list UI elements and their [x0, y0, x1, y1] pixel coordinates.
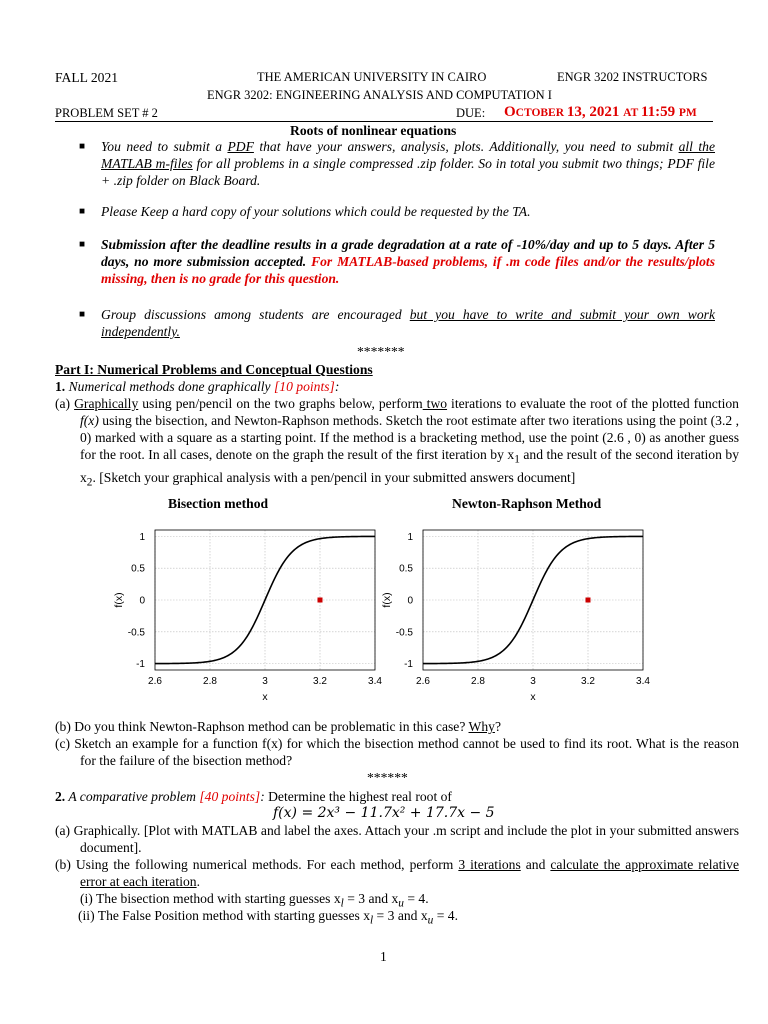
- x-tick-label: 3: [262, 676, 268, 687]
- instructions-list: [55, 138, 715, 340]
- x-axis-label: x: [262, 691, 268, 703]
- chart-title-bisection: Bisection method: [168, 496, 269, 511]
- x-axis-label: x: [530, 691, 536, 703]
- x-tick-label: 3.2: [581, 676, 595, 687]
- separator: ******: [367, 770, 408, 785]
- bullet-mark: ■: [79, 141, 86, 152]
- university-name: THE AMERICAN UNIVERSITY IN CAIRO: [257, 70, 487, 84]
- q2a-text: (a) Graphically. [Plot with MATLAB and label the axes. Attach your .m script and include the plot in your submitted answers document].: [55, 823, 739, 855]
- newton-raphson-chart: [378, 518, 648, 703]
- y-axis-label: f(x): [113, 592, 125, 608]
- bullet-hard-copy: ■ Please Keep a hard copy of your solutions which could be requested by the TA.: [79, 204, 531, 219]
- y-tick-label: -0.5: [395, 627, 413, 639]
- q1c-text: (c) Sketch an example for a function f(x) for which the bisection method cannot be used to find its root. What is the reason for the failure of the bisection method?: [55, 736, 739, 768]
- starting-point-marker: [318, 598, 323, 603]
- bullet-late-policy: ■ Submission after the deadline results in a grade degradation at a rate of -10%/day and up to 5 days. After 5 days, no more submission accepted. For MATLAB-based problems, if .m code files and/or the results/plots missing, then is no grade for this question.: [79, 237, 716, 286]
- course-title: ENGR 3202: ENGINEERING ANALYSIS AND COMPUTATION I: [207, 88, 552, 102]
- page-number: 1: [380, 949, 387, 964]
- bullet-mark: ■: [79, 206, 86, 217]
- y-axis-label: f(x): [381, 592, 393, 608]
- y-tick-label: 0.5: [131, 563, 145, 575]
- bullet-mark: ■: [79, 239, 86, 250]
- starting-point-marker: [586, 598, 591, 603]
- separator: *******: [357, 344, 405, 359]
- x-tick-label: 2.8: [203, 676, 217, 687]
- y-tick-label: -1: [136, 659, 145, 671]
- bullet-mark: ■: [79, 309, 86, 320]
- x-tick-label: 2.6: [416, 676, 430, 687]
- bullet-submission-format: ■ You need to submit a PDF that have your answers, analysis, plots. Additionally, you need to submit all the MATLAB m-files for all problems in a single compressed .zip folder. So in total you submit two things; PDF file + .zip folder on Black Board.: [79, 139, 715, 188]
- q1-heading: 1. Numerical methods done graphically [10 points]:: [55, 379, 340, 394]
- due-label: DUE:: [456, 106, 486, 120]
- y-tick-label: -0.5: [127, 627, 145, 639]
- q2b-i-text: (i) The bisection method with starting guesses $x_l = 3$ and $x_u = 4$.: [80, 891, 429, 910]
- x-tick-label: 2.6: [148, 676, 162, 687]
- problem-set-label: PROBLEM SET # 2: [55, 106, 158, 120]
- y-tick-label: -1: [404, 659, 413, 671]
- q2-equation: f(x) = 2x³ − 11.7x² + 17.7x − 5: [273, 805, 495, 821]
- x-tick-label: 3: [530, 676, 536, 687]
- y-tick-label: 1: [139, 531, 145, 543]
- bisection-chart: [110, 518, 380, 703]
- part1-heading: Part I: Numerical Problems and Conceptual Questions: [55, 362, 373, 377]
- bullet-group-discussion: ■ Group discussions among students are encouraged but you have to write and submit your own work independently.: [79, 307, 715, 339]
- y-tick-label: 1: [407, 531, 413, 543]
- document-title: Roots of nonlinear equations: [290, 123, 457, 138]
- q2b-text: (b) Using the following numerical methods. For each method, perform 3 iterations and calculate the approximate relative error at each iteration.: [55, 857, 739, 889]
- x-tick-label: 3.2: [313, 676, 327, 687]
- q2-heading: 2. A comparative problem [40 points]: Determine the highest real root of: [55, 789, 452, 804]
- x-tick-label: 3.4: [636, 676, 650, 687]
- term: FALL 2021: [55, 70, 119, 85]
- y-tick-label: 0.5: [399, 563, 413, 575]
- q1a-text: (a) Graphically using pen/pencil on the two graphs below, perform two iterations to evaluate the root of the plotted function f(x) using the bisection, and Newton-Raphson methods. Sketch the root estimate after two iterations using the point (3.2 , 0) marked with a square as a starting point. If the method is a bracketing method, use the point (2.6 , 0) as another guess for the root. In all cases, denote on the graph the result of the first iteration by $x_1$ and the result of the second iteration by $x_2$. [Sketch your graphical analysis with a pen/pencil in your submitted answers document]: [55, 396, 739, 489]
- instructors-label: ENGR 3202 INSTRUCTORS: [557, 70, 708, 84]
- chart-title-newton: Newton-Raphson Method: [452, 496, 602, 511]
- x-tick-label: 2.8: [471, 676, 485, 687]
- x-tick-label: 3.4: [368, 676, 382, 687]
- q2b-ii-text: (ii) The False Position method with starting guesses $x_l = 3$ and $x_u = 4$.: [78, 908, 458, 927]
- due-date: OCTOBER 13, 2021 AT 11:59 PM: [504, 104, 697, 120]
- q1b-text: (b) Do you think Newton-Raphson method can be problematic in this case? Why?: [55, 719, 501, 734]
- y-tick-label: 0: [407, 595, 413, 607]
- y-tick-label: 0: [139, 595, 145, 607]
